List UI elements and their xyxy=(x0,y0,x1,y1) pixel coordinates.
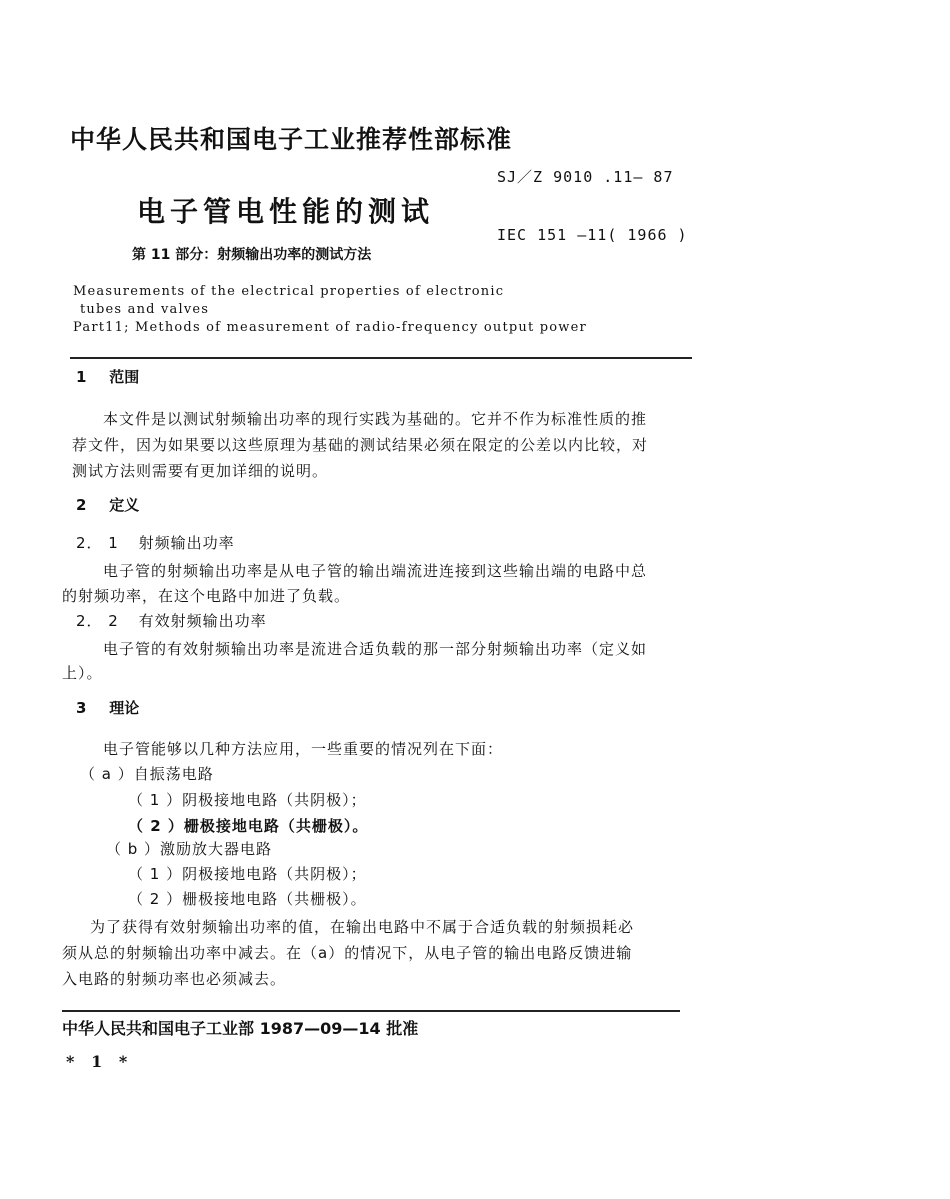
scope-paragraph-line: 荐文件，因为如果要以这些原理为基础的测试结果必须在限定的公差以内比较，对 xyxy=(72,436,649,454)
section-1-heading xyxy=(76,366,139,387)
section-number: 1 xyxy=(76,368,87,386)
approval-note: 中华人民共和国电子工业部 1987—09—14 批准 xyxy=(62,1019,419,1038)
footer-divider xyxy=(62,1010,680,1012)
english-title-line-3: Part11; Methods of measurement of radio-frequency output power xyxy=(73,320,587,335)
case-a-label: （ a ）自振荡电路 xyxy=(80,765,214,783)
standard-code: SJ／Z 9010 .11— 87 xyxy=(497,168,674,186)
section-number: 2 xyxy=(76,496,87,514)
scope-paragraph-line: 本文件是以测试射频输出功率的现行实践为基础的。它并不作为标准性质的推 xyxy=(103,410,648,428)
theory-closing-line: 为了获得有效射频输出功率的值，在输出电路中不属于合适负载的射频损耗必 xyxy=(90,918,635,936)
definition-text-line: 上）。 xyxy=(62,664,103,682)
page-number: * 1 * xyxy=(66,1052,128,1071)
definition-text-line: 的射频功率，在这个电路中加进了负载。 xyxy=(62,587,351,605)
case-b-label: （ b ）激励放大器电路 xyxy=(106,840,273,858)
section-title: 理论 xyxy=(109,699,140,717)
section-title: 定义 xyxy=(109,496,140,514)
section-title: 范围 xyxy=(109,368,140,386)
standard-name: 中华人民共和国电子工业推荐性部标准 xyxy=(70,125,513,154)
scope-paragraph-line: 测试方法则需要有更加详细的说明。 xyxy=(72,462,329,480)
case-b-item-2: （ 2 ）栅极接地电路（共栅极）。 xyxy=(128,890,367,908)
english-title-line-1: Measurements of the electrical properties of electronic xyxy=(73,284,505,299)
subsection-title: 射频输出功率 xyxy=(138,534,235,552)
case-a-item-1: （ 1 ）阴极接地电路（共阴极）； xyxy=(128,791,367,809)
theory-closing-line: 须从总的射频输出功率中减去。在（a）的情况下，从电子管的输出电路反馈进输 xyxy=(62,944,633,962)
document-subtitle: 第 11 部分：射频输出功率的测试方法 xyxy=(132,247,372,263)
subsection-number: 2． 2 xyxy=(76,612,119,630)
section-number: 3 xyxy=(76,699,87,717)
section-2-heading xyxy=(76,494,139,515)
definition-2-2-heading xyxy=(76,610,267,631)
subsection-number: 2． 1 xyxy=(76,534,119,552)
section-3-heading xyxy=(76,697,139,718)
theory-intro: 电子管能够以几种方法应用，一些重要的情况列在下面： xyxy=(103,740,504,758)
iec-code: IEC 151 —11( 1966 ) xyxy=(497,226,688,244)
subsection-title: 有效射频输出功率 xyxy=(138,612,267,630)
document-title: 电子管电性能的测试 xyxy=(137,195,435,228)
definition-2-1-heading xyxy=(76,532,235,553)
case-a-item-2: （ 2 ）栅极接地电路（共栅极）。 xyxy=(128,817,369,835)
case-b-item-1: （ 1 ）阴极接地电路（共阴极）； xyxy=(128,865,367,883)
definition-text-line: 电子管的射频输出功率是从电子管的输出端流进连接到这些输出端的电路中总 xyxy=(103,562,648,580)
theory-closing-line: 入电路的射频功率也必须减去。 xyxy=(62,970,287,988)
english-title-line-2: tubes and valves xyxy=(80,302,210,317)
definition-text-line: 电子管的有效射频输出功率是流进合适负载的那一部分射频输出功率（定义如 xyxy=(103,640,648,658)
header-divider xyxy=(70,357,692,359)
